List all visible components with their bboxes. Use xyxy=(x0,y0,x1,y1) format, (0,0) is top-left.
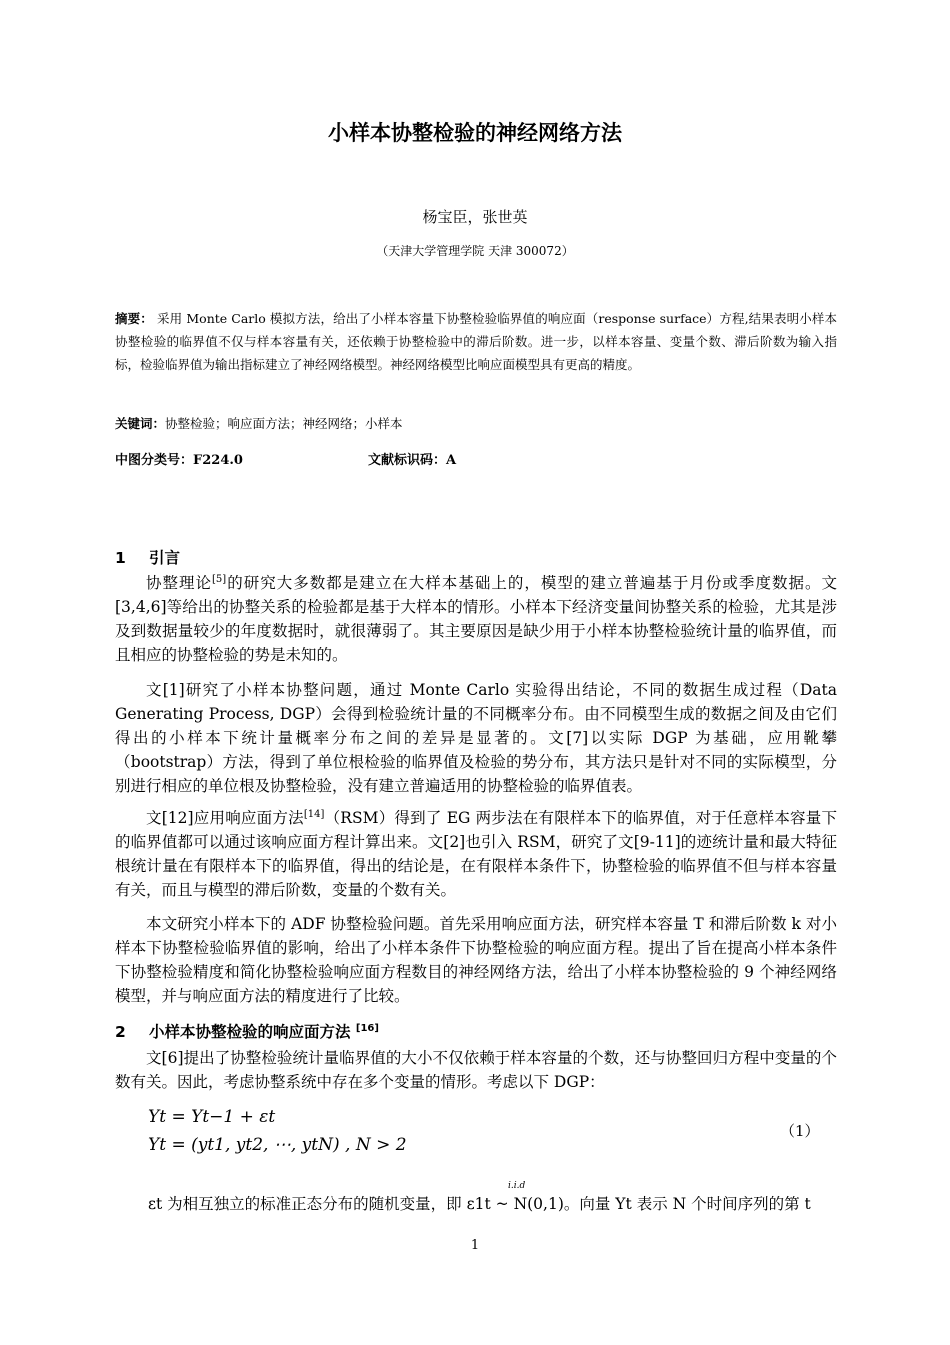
clc-value: F224.0 xyxy=(193,453,243,468)
paragraph xyxy=(115,571,837,667)
paragraph: 本文研究小样本下的 ADF 协整检验问题。首先采用响应面方法，研究样本容量 T 和滞后阶数 k 对小样本下协整检验临界值的影响，给出了小样本条件下协整检验的响应面方程。提出了旨在提高小样本条件下协整检验精度和简化协整检验响应面方程数目的神经网络方法，给出了小样本协整检验的 9 个神经网络模型，并与响应面方法的精度进行了比较。 xyxy=(115,915,837,1005)
abstract xyxy=(115,307,837,376)
equation-number: （1） xyxy=(780,1122,820,1140)
section-number: 1 xyxy=(115,549,126,567)
clc-label: 中图分类号： xyxy=(115,453,194,468)
citation: [16] xyxy=(355,1022,379,1034)
paragraph-text: 协整理论 xyxy=(146,574,213,592)
keywords xyxy=(115,414,837,432)
paper-title: 小样本协整检验的神经网络方法 xyxy=(328,121,622,145)
section-title: 引言 xyxy=(149,549,181,567)
authors: 杨宝臣，张世英 xyxy=(422,208,528,226)
citation: [14] xyxy=(303,808,325,820)
page-number: 1 xyxy=(470,1238,480,1253)
document-code xyxy=(368,449,456,468)
abstract-label: 摘要： xyxy=(115,311,153,326)
section-heading-1 xyxy=(115,546,180,568)
equation-line-1: Yt = Yt−1 + εt xyxy=(148,1107,276,1127)
paragraph: 文[6]提出了协整检验统计量临界值的大小不仅依赖于样本容量的个数，还与协整回归方程中变量的个数有关。因此，考虑协整系统中存在多个变量的情形。考虑以下 DGP： xyxy=(115,1049,837,1091)
keywords-text: 协整检验；响应面方法；神经网络；小样本 xyxy=(165,416,403,431)
paragraph: 文[1]研究了小样本协整问题，通过 Monte Carlo 实验得出结论，不同的数据生成过程（Data Generating Process, DGP）会得到检验统计量的不同概率分布。由不同模型生成的数据之间及由它们得出的小样本下统计量概率分布之间的差异是显著的。文[7]以实际 DGP 为基础，应用靴攀（bootstrap）方法，得到了单位根检验的临界值及检验的势分布，其方法只是针对不同的实际模型，分别进行相应的单位根及协整检验，没有建立普遍适用的协整检验的临界值表。 xyxy=(115,681,837,795)
definition-line: εt 为相互独立的标准正态分布的随机变量，即 ε1t ~ N(0,1)。向量 Yt 表示 N 个时间序列的第 t xyxy=(148,1195,811,1213)
abstract-text: 采用 Monte Carlo 模拟方法，给出了小样本容量下协整检验临界值的响应面（response surface）方程,结果表明小样本协整检验的临界值不仅与样本容量有关，还依赖于协整检验中的滞后阶数。进一步，以样本容量、变量个数、滞后阶数为输入指标，检验临界值为输出指标建立了神经网络模型。神经网络模型比响应面模型具有更高的精度。 xyxy=(115,311,837,372)
paragraph-text: 文[12]应用响应面方法 xyxy=(146,809,304,827)
doc-code-label: 文献标识码： xyxy=(368,453,447,468)
paragraph-text: （RSM）得到了 EG 两步法在有限样本下的临界值，对于任意样本容量下的临界值都可以通过该响应面方程计算出来。文[2]也引入 RSM，研究了文[9-11]的迹统计量和最大特征根统计量在有限样本下的临界值，得出的结论是，在有限样本条件下，协整检验的临界值不但与样本容量有关，而且与模型的滞后阶数，变量的个数有关。 xyxy=(115,809,837,899)
section-number: 2 xyxy=(115,1023,126,1041)
clc-number xyxy=(115,449,243,468)
affiliation: （天津大学管理学院 天津 300072） xyxy=(376,244,574,258)
doc-code-value: A xyxy=(446,453,457,468)
citation: [5] xyxy=(212,573,227,585)
equation-line-2: Yt = (yt1, yt2, ⋯, ytN) , N > 2 xyxy=(148,1135,407,1155)
paragraph-text: 的研究大多数都是建立在大样本基础上的，模型的建立普遍基于月份或季度数据。文[3,4,6]等给出的协整关系的检验都是基于大样本的情形。小样本下经济变量间协整关系的检验，尤其是涉及到数据量较少的年度数据时，就很薄弱了。其主要原因是缺少用于小样本协整检验统计量的临界值，而且相应的协整检验的势是未知的。 xyxy=(115,574,837,664)
paragraph xyxy=(115,806,837,902)
iid-annotation: i.i.d xyxy=(508,1181,526,1191)
section-heading-2 xyxy=(115,1020,379,1042)
section-title: 小样本协整检验的响应面方法 xyxy=(149,1023,356,1041)
keywords-label: 关键词： xyxy=(115,416,166,431)
